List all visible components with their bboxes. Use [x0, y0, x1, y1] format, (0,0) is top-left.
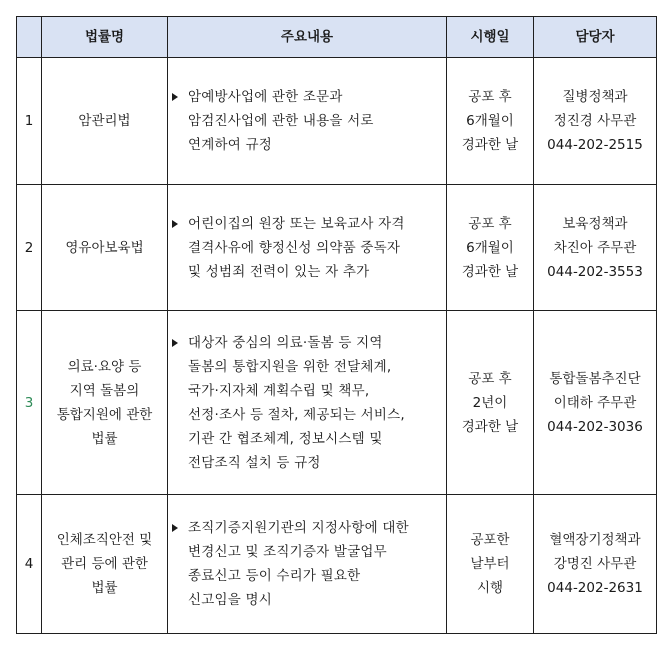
- law-name-cell: [42, 185, 168, 311]
- law-name-line: 의료·요양 등: [67, 358, 142, 375]
- bullet-triangle-icon: [172, 93, 178, 101]
- table-row: [17, 311, 657, 495]
- content-line: 및 성범죄 전력이 있는 자 추가: [188, 263, 370, 280]
- content-line: 어린이집의 원장 또는 보육교사 자격: [188, 215, 405, 232]
- content-line: 대상자 중심의 의료·돌봄 등 지역: [188, 334, 383, 351]
- effective-date-cell: [447, 185, 534, 311]
- effective-date-line: 날부터: [470, 556, 510, 572]
- content-line: 국가·지자체 계획수립 및 책무,: [188, 382, 370, 399]
- header-effective-date: 시행일: [447, 17, 534, 58]
- content-line: 선정·조사 등 절차, 제공되는 서비스,: [188, 406, 405, 423]
- header-law-name: 법률명: [42, 17, 168, 58]
- law-name-cell: [42, 311, 168, 495]
- header-contact: 담당자: [534, 17, 657, 58]
- effective-date-line: 경과한 날: [461, 263, 519, 280]
- law-name-line: 암관리법: [78, 113, 131, 129]
- contact-line: 통합돌봄추진단: [549, 370, 641, 387]
- effective-date-line: 공포 후: [468, 370, 512, 387]
- content-line: 종료신고 등이 수리가 필요한: [188, 568, 361, 584]
- effective-date-line: 6개월이: [466, 113, 514, 129]
- bullet-triangle-icon: [172, 220, 178, 228]
- row-number: 3: [17, 311, 42, 495]
- header-row: [17, 17, 657, 58]
- content-line: 신고임을 명시: [188, 592, 272, 608]
- content-line: 조직기증지원기관의 지정사항에 대한: [188, 520, 409, 536]
- header-content: 주요내용: [168, 17, 447, 58]
- contact-line: 044-202-2515: [547, 137, 643, 153]
- contact-line: 정진경 사무관: [553, 113, 637, 129]
- effective-date-line: 경과한 날: [461, 418, 519, 435]
- bullet-triangle-icon: [172, 339, 178, 347]
- effective-date-line: 공포 후: [468, 215, 512, 232]
- law-name-cell: [42, 495, 168, 634]
- content-cell: [168, 185, 447, 311]
- content-cell: [168, 58, 447, 185]
- law-name-line: 인체조직안전 및: [56, 532, 153, 548]
- law-name-line: 법률: [91, 580, 118, 596]
- content-line: 변경신고 및 조직기증자 발굴업무: [188, 544, 387, 560]
- contact-cell: [534, 58, 657, 185]
- effective-date-line: 공포한: [470, 532, 510, 548]
- law-name-line: 관리 등에 관한: [61, 556, 148, 572]
- content-line: 기관 간 협조체계, 정보시스템 및: [188, 430, 383, 447]
- row-number: 2: [17, 185, 42, 311]
- contact-line: 혈액장기정책과: [549, 532, 641, 548]
- row-number: 4: [17, 495, 42, 634]
- contact-cell: [534, 495, 657, 634]
- law-name-line: 영유아보육법: [65, 239, 144, 256]
- law-name-line: 지역 돌봄의: [69, 382, 140, 399]
- effective-date-line: 2년이: [472, 394, 508, 411]
- contact-cell: [534, 311, 657, 495]
- effective-date-line: 경과한 날: [461, 137, 519, 153]
- content-line: 암검진사업에 관한 내용을 서로: [188, 113, 374, 129]
- effective-date-cell: [447, 495, 534, 634]
- content-line: 암예방사업에 관한 조문과: [188, 89, 343, 105]
- contact-line: 보육정책과: [562, 215, 628, 232]
- law-table: [16, 16, 657, 634]
- effective-date-line: 공포 후: [468, 89, 512, 105]
- effective-date-line: 시행: [476, 580, 504, 596]
- contact-line: 질병정책과: [562, 89, 628, 105]
- effective-date-cell: [447, 311, 534, 495]
- effective-date-line: 6개월이: [466, 239, 514, 256]
- contact-line: 차진아 주무관: [553, 239, 637, 256]
- content-line: 전담조직 설치 등 규정: [188, 454, 321, 471]
- content-cell: [168, 311, 447, 495]
- law-name-line: 법률: [91, 430, 118, 447]
- contact-cell: [534, 185, 657, 311]
- contact-line: 강명진 사무관: [553, 556, 637, 572]
- contact-line: 이태하 주무관: [553, 394, 637, 411]
- content-cell: [168, 495, 447, 634]
- contact-line: 044-202-3036: [547, 418, 643, 435]
- header-no: [17, 17, 42, 58]
- contact-line: 044-202-3553: [547, 263, 643, 280]
- bullet-triangle-icon: [172, 524, 178, 532]
- contact-line: 044-202-2631: [547, 580, 643, 596]
- law-name-cell: [42, 58, 168, 185]
- effective-date-cell: [447, 58, 534, 185]
- content-line: 결격사유에 향정신성 의약품 중독자: [188, 239, 401, 256]
- row-number: 1: [17, 58, 42, 185]
- table-row: [17, 185, 657, 311]
- table-row: [17, 495, 657, 634]
- law-name-line: 통합지원에 관한: [56, 406, 153, 423]
- content-line: 돌봄의 통합지원을 위한 전달체계,: [188, 358, 392, 375]
- content-line: 연계하여 규정: [188, 137, 272, 153]
- table-row: [17, 58, 657, 185]
